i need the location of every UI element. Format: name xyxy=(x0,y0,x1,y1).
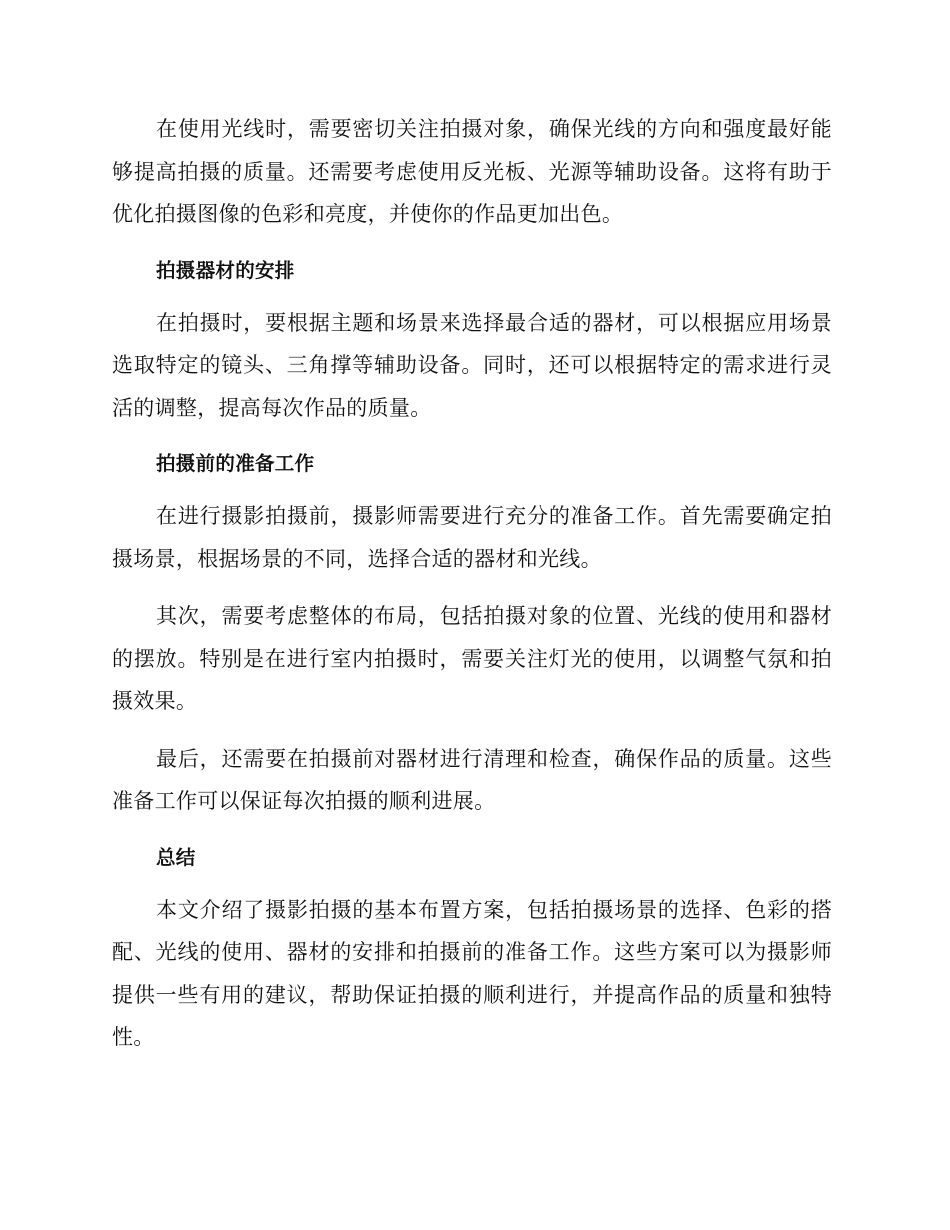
paragraph-equipment-arrangement: 在拍摄时，要根据主题和场景来选择最合适的器材，可以根据应用场景选取特定的镜头、三角撑等辅助设备。同时，还可以根据特定的需求进行灵活的调整，提高每次作品的质量。 xyxy=(112,310,832,420)
paragraph-summary: 本文介绍了摄影拍摄的基本布置方案，包括拍摄场景的选择、色彩的搭配、光线的使用、器材的安排和拍摄前的准备工作。这些方案可以为摄影师提供一些有用的建议，帮助保证拍摄的顺利进行，并提高作品的质量和独特性。 xyxy=(112,897,832,1049)
heading-summary: 总结 xyxy=(156,845,196,869)
heading-preparation-work: 拍摄前的准备工作 xyxy=(156,452,315,475)
paragraph-preparation-second: 其次，需要考虑整体的布局，包括拍摄对象的位置、光线的使用和器材的摆放。特别是在进行室内拍摄时，需要关注灯光的使用，以调整气氛和拍摄效果。 xyxy=(112,604,832,713)
paragraph-preparation-last: 最后，还需要在拍摄前对器材进行清理和检查，确保作品的质量。这些准备工作可以保证每次拍摄的顺利进展。 xyxy=(112,746,832,813)
paragraph-lighting-usage: 在使用光线时，需要密切关注拍摄对象，确保光线的方向和强度最好能够提高拍摄的质量。还需要考虑使用反光板、光源等辅助设备。这将有助于优化拍摄图像的色彩和亮度，并使你的作品更加出色。 xyxy=(112,117,832,226)
paragraph-preparation-first: 在进行摄影拍摄前，摄影师需要进行充分的准备工作。首先需要确定拍摄场景，根据场景的不同，选择合适的器材和光线。 xyxy=(112,504,832,571)
heading-equipment-arrangement: 拍摄器材的安排 xyxy=(156,258,295,282)
